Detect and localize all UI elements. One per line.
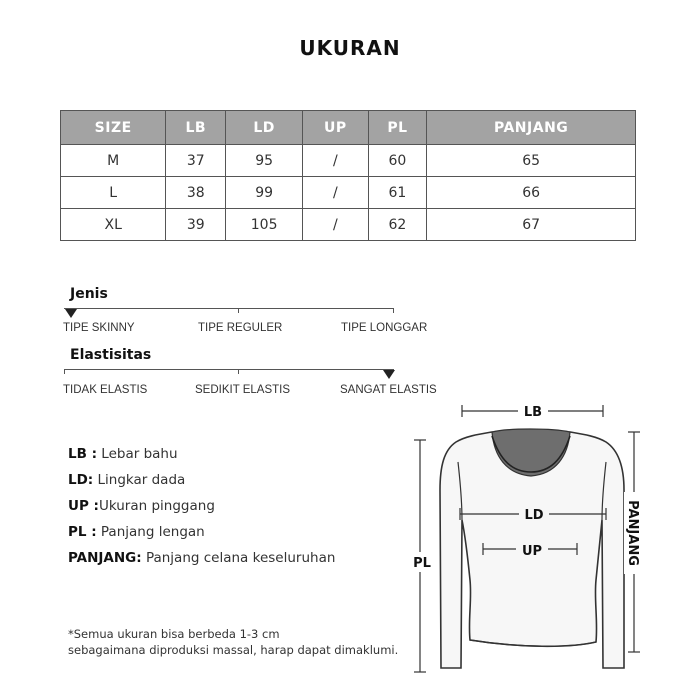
up-label: UP	[521, 544, 543, 559]
legend-item-panjang: PANJANG: Panjang celana keseluruhan	[68, 550, 336, 566]
jenis-label-longgar: TIPE LONGGAR	[341, 322, 428, 334]
table-cell: 60	[368, 145, 427, 177]
table-cell: 38	[166, 177, 226, 209]
legend-item-up: UP :Ukuran pinggang	[68, 498, 215, 514]
ld-label: LD	[524, 508, 544, 523]
table-cell: /	[303, 209, 369, 241]
table-cell: 37	[166, 145, 226, 177]
legend-item-lb: LB : Lebar bahu	[68, 446, 178, 462]
elastisitas-title: Elastisitas	[70, 347, 152, 363]
elastisitas-label-sangat: SANGAT ELASTIS	[340, 384, 437, 396]
header-lb: LB	[166, 111, 226, 145]
table-cell: 67	[427, 209, 636, 241]
header-size: SIZE	[61, 111, 166, 145]
legend-item-pl: PL : Panjang lengan	[68, 524, 205, 540]
table-cell: 61	[368, 177, 427, 209]
table-cell: 99	[226, 177, 303, 209]
table-cell: /	[303, 177, 369, 209]
header-panjang: PANJANG	[427, 111, 636, 145]
header-pl: PL	[368, 111, 427, 145]
table-cell: 105	[226, 209, 303, 241]
jenis-label-skinny: TIPE SKINNY	[63, 322, 135, 334]
jenis-label-reguler: TIPE REGULER	[198, 322, 283, 334]
jenis-title: Jenis	[70, 286, 108, 302]
page-title: UKURAN	[299, 36, 401, 60]
table-cell: M	[61, 145, 166, 177]
note-line-1: *Semua ukuran bisa berbeda 1-3 cm	[68, 627, 280, 641]
header-up: UP	[303, 111, 369, 145]
table-cell: 39	[166, 209, 226, 241]
table-cell: XL	[61, 209, 166, 241]
table-cell: /	[303, 145, 369, 177]
header-ld: LD	[226, 111, 303, 145]
table-cell: L	[61, 177, 166, 209]
table-cell: 62	[368, 209, 427, 241]
table-cell: 65	[427, 145, 636, 177]
elastisitas-label-sedikit: SEDIKIT ELASTIS	[195, 384, 291, 396]
lb-label: LB	[523, 405, 543, 420]
table-cell: 95	[226, 145, 303, 177]
note-line-2: sebagaimana diproduksi massal, harap dapat dimaklumi.	[68, 643, 399, 657]
elastisitas-label-tidak: TIDAK ELASTIS	[63, 384, 148, 396]
table-cell: 66	[427, 177, 636, 209]
legend-item-ld: LD: Lingkar dada	[68, 472, 186, 488]
panjang-label: PANJANG	[625, 500, 640, 566]
pl-label: PL	[413, 556, 431, 571]
